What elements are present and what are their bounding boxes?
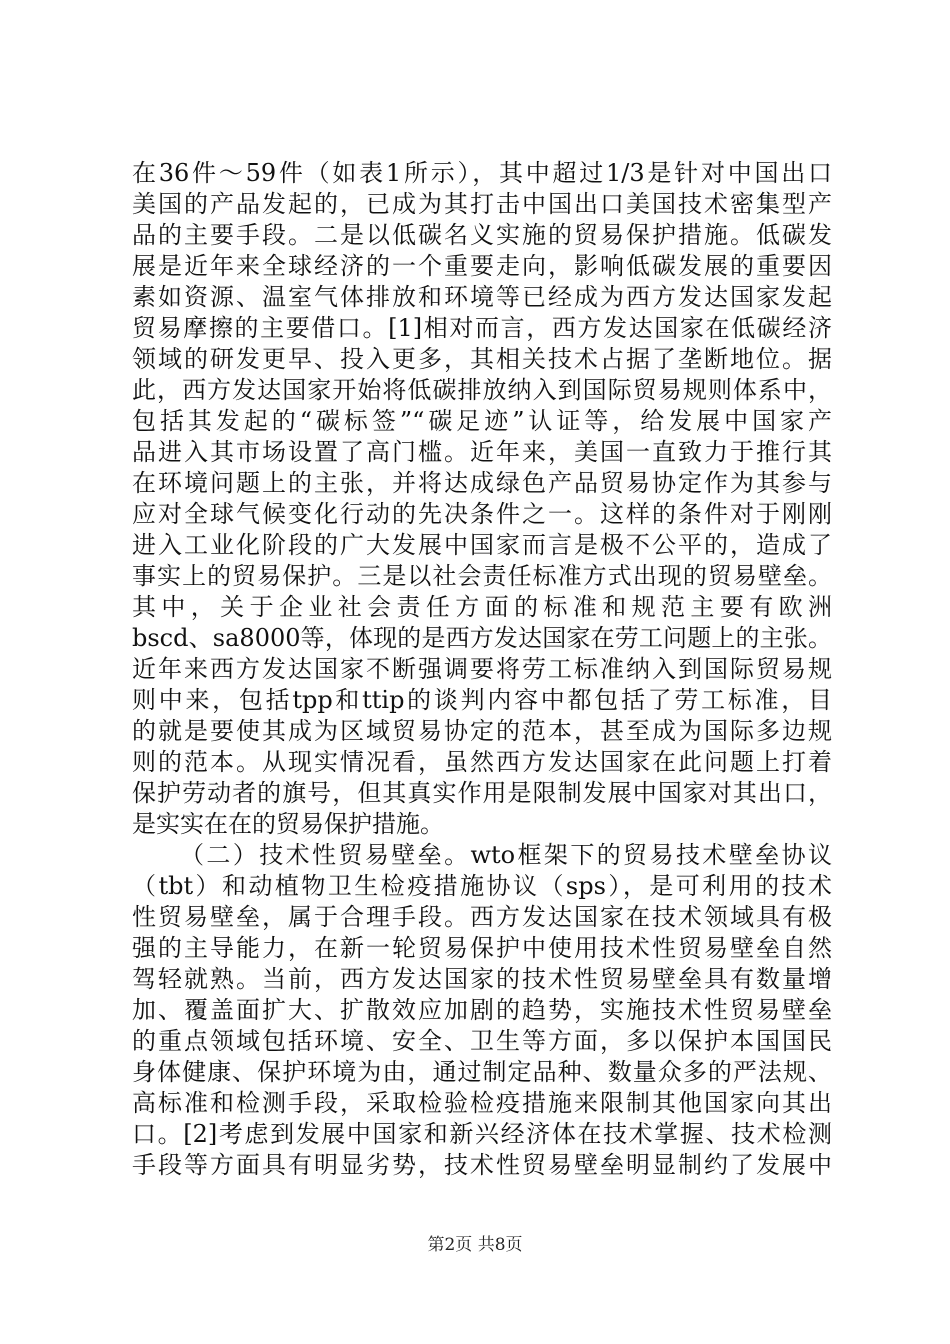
text-line: 进入工业化阶段的广大发展中国家而言是极不公平的，造成了 — [132, 531, 832, 559]
text-line: 其中，关于企业社会责任方面的标准和规范主要有欧洲 — [132, 593, 832, 621]
text-line: 应对全球气候变化行动的先决条件之一。这样的条件对于刚刚 — [132, 500, 832, 528]
text-line: 加、覆盖面扩大、扩散效应加剧的趋势，实施技术性贸易壁垒 — [132, 996, 832, 1024]
text-line: bscd、sa8000等，体现的是西方发达国家在劳工问题上的主张。 — [132, 624, 832, 652]
text-line: 身体健康、保护环境为由，通过制定品种、数量众多的严法规、 — [132, 1058, 832, 1086]
text-line: 品进入其市场设置了高门槛。近年来，美国一直致力于推行其 — [132, 438, 832, 466]
text-line: 则中来，包括tpp和ttip的谈判内容中都包括了劳工标准，目 — [132, 686, 832, 714]
text-line: 性贸易壁垒，属于合理手段。西方发达国家在技术领域具有极 — [132, 903, 832, 931]
text-line: 贸易摩擦的主要借口。[1]相对而言，西方发达国家在低碳经济 — [132, 314, 832, 342]
text-line: 领域的研发更早、投入更多，其相关技术占据了垄断地位。据 — [132, 345, 832, 373]
text-line: 近年来西方发达国家不断强调要将劳工标准纳入到国际贸易规 — [132, 655, 832, 683]
text-line: 此，西方发达国家开始将低碳排放纳入到国际贸易规则体系中， — [132, 376, 832, 404]
text-line: 美国的产品发起的，已成为其打击中国出口美国技术密集型产 — [132, 190, 832, 218]
text-line: 品的主要手段。二是以低碳名义实施的贸易保护措施。低碳发 — [132, 221, 832, 249]
text-line: 保护劳动者的旗号，但其真实作用是限制发展中国家对其出口， — [132, 779, 832, 807]
text-line: 包括其发起的“碳标签”“碳足迹”认证等，给发展中国家产 — [132, 407, 832, 435]
text-line: 事实上的贸易保护。三是以社会责任标准方式出现的贸易壁垒。 — [132, 562, 832, 590]
text-line: 在36件～59件（如表1所示），其中超过1/3是针对中国出口 — [132, 159, 832, 187]
body-text — [132, 158, 832, 1181]
text-line: 的重点领域包括环境、安全、卫生等方面，多以保护本国国民 — [132, 1027, 832, 1055]
page-footer: 第2页 共8页 — [427, 1235, 523, 1255]
text-line: （二）技术性贸易壁垒。wto框架下的贸易技术壁垒协议 — [180, 841, 832, 869]
text-line: 高标准和检测手段，采取检验检疫措施来限制其他国家向其出 — [132, 1089, 832, 1117]
text-line: 的就是要使其成为区域贸易协定的范本，甚至成为国际多边规 — [132, 717, 832, 745]
text-line: 口。[2]考虑到发展中国家和新兴经济体在技术掌握、技术检测 — [132, 1120, 832, 1148]
text-line: （tbt）和动植物卫生检疫措施协议（sps），是可利用的技术 — [132, 872, 832, 900]
text-line: 在环境问题上的主张，并将达成绿色产品贸易协定作为其参与 — [132, 469, 832, 497]
text-line: 手段等方面具有明显劣势，技术性贸易壁垒明显制约了发展中 — [132, 1151, 832, 1179]
text-line: 展是近年来全球经济的一个重要走向，影响低碳发展的重要因 — [132, 252, 832, 280]
text-line: 强的主导能力，在新一轮贸易保护中使用技术性贸易壁垒自然 — [132, 934, 832, 962]
text-line: 素如资源、温室气体排放和环境等已经成为西方发达国家发起 — [132, 283, 832, 311]
text-line: 是实实在在的贸易保护措施。 — [132, 810, 444, 838]
text-line: 则的范本。从现实情况看，虽然西方发达国家在此问题上打着 — [132, 748, 832, 776]
text-line: 驾轻就熟。当前，西方发达国家的技术性贸易壁垒具有数量增 — [132, 965, 832, 993]
